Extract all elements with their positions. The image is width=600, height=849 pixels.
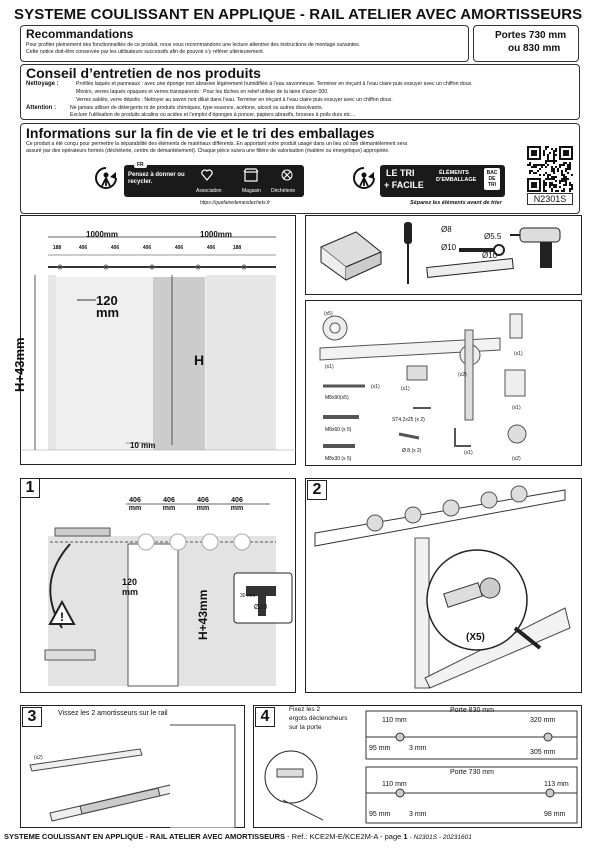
tool-d55: Ø5.5: [484, 232, 502, 241]
part-qty-x5: (x5): [324, 311, 333, 317]
p730-95: 95 mm: [369, 811, 391, 818]
span-left-label: 1000mm: [86, 230, 119, 239]
step-1-dim-unit: mm: [122, 587, 139, 597]
pensez-text: Pensez à donner ou recycler.: [128, 172, 185, 185]
toolbox-icon: [316, 222, 386, 282]
part-qty-x2b: (x2): [512, 456, 521, 462]
p730-98: 98 mm: [544, 811, 566, 818]
porte-830-label: Porte 830 mm: [450, 707, 494, 714]
dim-120-unit: mm: [96, 305, 120, 320]
part-qty-x1f: (x1): [464, 450, 473, 456]
footer-page: 1: [403, 832, 408, 841]
gap-label: 10 mm: [130, 441, 156, 450]
step-1-spacings: [120, 497, 265, 517]
nettoyage-line-2: Miroirs, verres laqués opaques et verres transparents : Pour les tâches en relief utiliser de la laine d’acier 000.: [76, 89, 329, 95]
nettoyage-label: Nettoyage :: [26, 81, 59, 87]
step-3-number: 3: [22, 707, 42, 727]
footer-title: SYSTEME COULISSANT EN APPLIQUE - RAIL ATELIER AVEC AMORTISSEURS: [4, 832, 285, 841]
door-height-label: H: [194, 352, 205, 368]
bac-tri-label: BAC DE TRI: [484, 168, 500, 190]
p830-95: 95 mm: [369, 745, 391, 752]
tool-d8: Ø8: [441, 225, 452, 234]
step-2-number: 2: [307, 480, 327, 500]
drill-icon: [510, 222, 570, 278]
part-qty-x1b: (x1): [325, 364, 334, 370]
p730-3: 3 mm: [409, 811, 427, 818]
step-3-qty: (x2): [34, 755, 43, 761]
doors-line-2: ou 830 mm: [508, 43, 561, 54]
fin-de-vie-text-1: Ce produit a été conçu pour permettre la séparabilité des éléments de matériaux différents. En apportant votre produit usagé dans un lieu où son démantèlement sera: [26, 141, 408, 147]
step-4-text-2: ergots déclencheurs: [289, 715, 348, 722]
segment-label: 406: [110, 245, 120, 251]
nettoyage-line-3: Verres sablés, verre dépolis : Nettoyer au savon noir dilué dans l’eau. Terminer en rinçant à l’eau claire puis essuyer avec un chiffon doux.: [76, 97, 393, 103]
step-3-drawing: [20, 705, 245, 828]
segment-label: 188: [232, 245, 242, 251]
part-m8x30: M8x30 (x 5): [325, 456, 352, 462]
recycle-person-icon: [92, 164, 120, 194]
p830-320: 320 mm: [530, 717, 556, 724]
qr-code: [527, 146, 573, 192]
attention-label: Attention :: [26, 105, 56, 111]
footer-code: - N2301S - 20231601: [409, 834, 472, 841]
screwdriver-icon: [398, 220, 418, 288]
step-1-drill-d: Ø10: [254, 604, 268, 611]
p730-113: 113 mm: [544, 781, 569, 788]
part-d8x2: Ø 8 (x 2): [402, 448, 422, 454]
doors-line-1: Portes 730 mm: [495, 30, 567, 41]
recycle-person-icon-2: [350, 164, 378, 194]
heart-hands-icon: [200, 168, 214, 182]
p830-110: 110 mm: [382, 717, 407, 724]
step-1-spacing: 406 mm: [230, 497, 244, 512]
facile-label: + FACILE: [384, 180, 424, 190]
step-2-drawing: [305, 478, 582, 693]
segment-label: 406: [78, 245, 88, 251]
part-qty-x1a: (x1): [514, 351, 523, 357]
fin-de-vie-text-2: assuré par des opérateurs formés (déchèterie, centre de démantèlement). Chaque pièce suivra une filière de valorisation (matière ou énergétique) appropriée.: [26, 148, 390, 154]
part-st42: ST4.2x25 (x 2): [392, 417, 425, 423]
span-right-label: 1000mm: [200, 230, 233, 239]
le-tri-label: LE TRI: [386, 168, 415, 178]
separez-text: Séparez les éléments avant de trier: [410, 200, 502, 206]
height-label: H+43mm: [12, 337, 27, 392]
step-3-text: Vissez les 2 amortisseurs sur le rail: [58, 710, 168, 717]
segment-label: 406: [206, 245, 216, 251]
tool-d10a: Ø10: [441, 243, 457, 252]
decheterie-label: Déchèterie: [271, 188, 296, 194]
p730-110: 110 mm: [382, 781, 407, 788]
p830-305: 305 mm: [530, 749, 556, 756]
segment-label: 406: [174, 245, 184, 251]
step-1-spacing: 406 mm: [128, 497, 142, 512]
segment-label: 406: [142, 245, 152, 251]
segment-label: 188: [52, 245, 62, 251]
triman-url[interactable]: https://quefairedemesdechets.fr: [200, 200, 271, 206]
part-qty-x1d: (x1): [371, 384, 380, 390]
qr-code-label: N2301S: [527, 193, 573, 205]
part-qty-x1c: (x1): [401, 386, 410, 392]
step-1-height: H+43mm: [196, 589, 210, 640]
step-4-text-3: sur la porte: [289, 724, 322, 731]
badge-fr: FR: [134, 162, 147, 168]
dechetterie-icon: [280, 168, 294, 182]
fin-de-vie-title: Informations sur la fin de vie et le tri des emballages: [26, 125, 375, 141]
footer-ref: - Ref.: KCE2M-E/KCE2M-A - page: [287, 832, 402, 841]
p830-3: 3 mm: [409, 745, 427, 752]
part-m8x60: M8x60 (x 5): [325, 427, 352, 433]
nettoyage-line-1: Profilés laqués et panneaux : avec une éponge non abrasive légèrement humidifiée à l’eau savonneuse. Terminer en rinçant à l’eau claire puis essuyer avec un chiffon doux.: [76, 81, 473, 87]
step-2-qty: (X5): [466, 632, 485, 643]
page-title: SYSTEME COULISSANT EN APPLIQUE - RAIL ATELIER AVEC AMORTISSEURS: [14, 6, 583, 23]
recommandations-text-1: Pour profiter pleinement des fonctionnalités de ce produit, nous vous recommandons une lecture attentive des instructions de montage suivantes.: [26, 42, 361, 48]
porte-730-label: Porte 730 mm: [450, 769, 494, 776]
step-4-number: 4: [255, 707, 275, 727]
attention-line-1: Ne jamais utiliser de détergents ni de produits chimiques, type essence, acétone, alcool ou autres dissolvants.: [70, 105, 323, 111]
magasin-label: Magasin: [242, 188, 261, 194]
step-1-number: 1: [20, 478, 40, 498]
step-1-spacing: 406 mm: [196, 497, 210, 512]
step-4-text-1: Fixez les 2: [289, 706, 321, 713]
step-1-drill-depth: 30 mm: [240, 593, 256, 599]
parts-drawing: [305, 300, 582, 466]
dim-120-label: 120: [96, 293, 118, 308]
attention-line-2: Exclure l’utilisation de produits alcalins ou acides et l’emploi d’éponges à poncer, papiers abrasifs, brosses à poils durs etc…: [70, 112, 356, 118]
recommandations-text-2: Cette notice doit-être conservée par les utilisateurs successifs afin de pouvoir s’y référer ultérieurement.: [26, 49, 265, 55]
wrench-icon: [455, 240, 505, 260]
segment-labels: [48, 245, 280, 257]
store-icon: [243, 168, 259, 182]
association-label: Association: [196, 188, 222, 194]
tool-d10b: Ø10: [482, 251, 498, 260]
step-1-dim-120: 120: [122, 577, 138, 587]
footer: [4, 832, 472, 841]
svg-text:!: !: [60, 610, 64, 624]
recommandations-title: Recommandations: [26, 27, 134, 41]
elements-label: ÉLÉMENTS D’EMBALLAGE: [436, 170, 477, 183]
part-qty-x1e: (x1): [512, 405, 521, 411]
part-qty-x2a: (x2): [458, 372, 467, 378]
entretien-title: Conseil d’entretien de nos produits: [26, 65, 261, 81]
part-m8x90: M8x90(x5): [325, 395, 349, 401]
step-1-spacing: 406 mm: [162, 497, 176, 512]
